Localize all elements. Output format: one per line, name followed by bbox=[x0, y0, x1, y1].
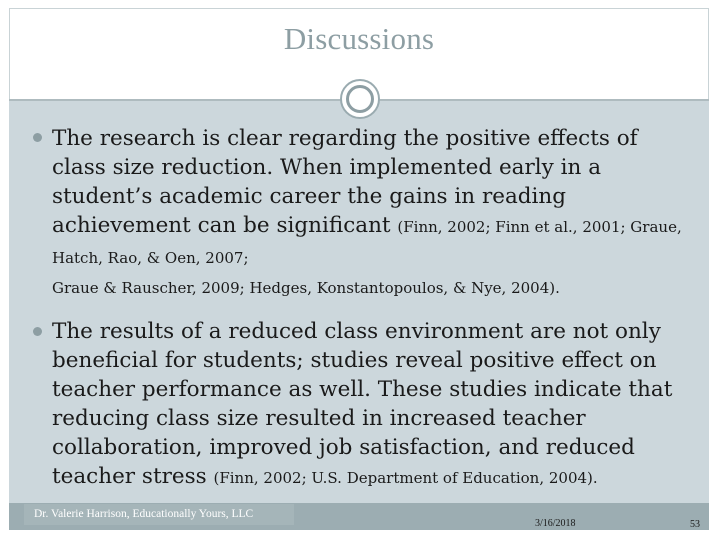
bullet-text: The research is clear regarding the positive effects of class size reduction. When implemented early in a student’s academic career the gains in reading achievement can be significant bbox=[52, 126, 638, 238]
bullet-citation: (Finn, 2002; U.S. Department of Education, 2004). bbox=[213, 469, 598, 487]
bullet-list bbox=[18, 124, 688, 493]
page-number: 53 bbox=[690, 519, 700, 530]
bullet-citation: (Finn, 2002; Finn et al., 2001; Graue, Hatch, Rao, & Oen, 2007; bbox=[52, 218, 682, 267]
ornament-ring bbox=[346, 85, 374, 113]
bullet-dot-icon bbox=[33, 327, 42, 336]
bullet-citation-continued: Graue & Rauscher, 2009; Hedges, Konstantopoulos, & Nye, 2004). bbox=[52, 279, 560, 297]
slide-title: Discussions bbox=[283, 21, 435, 56]
circle-ornament-icon bbox=[340, 79, 380, 119]
bullet-text: The results of a reduced class environment are not only beneficial for students; studies reveal positive effect on teacher performance as well. These studies indicate that reducing class size resulted in increased teacher collaboration, improved job satisfaction, and reduced teacher stress bbox=[52, 319, 673, 489]
bullet-item bbox=[18, 124, 688, 303]
bullet-item bbox=[18, 317, 688, 493]
bullet-dot-icon bbox=[33, 133, 42, 142]
footer-date: 3/16/2018 bbox=[535, 518, 576, 529]
footer-author: Dr. Valerie Harrison, Educationally Yours, LLC bbox=[24, 504, 294, 525]
